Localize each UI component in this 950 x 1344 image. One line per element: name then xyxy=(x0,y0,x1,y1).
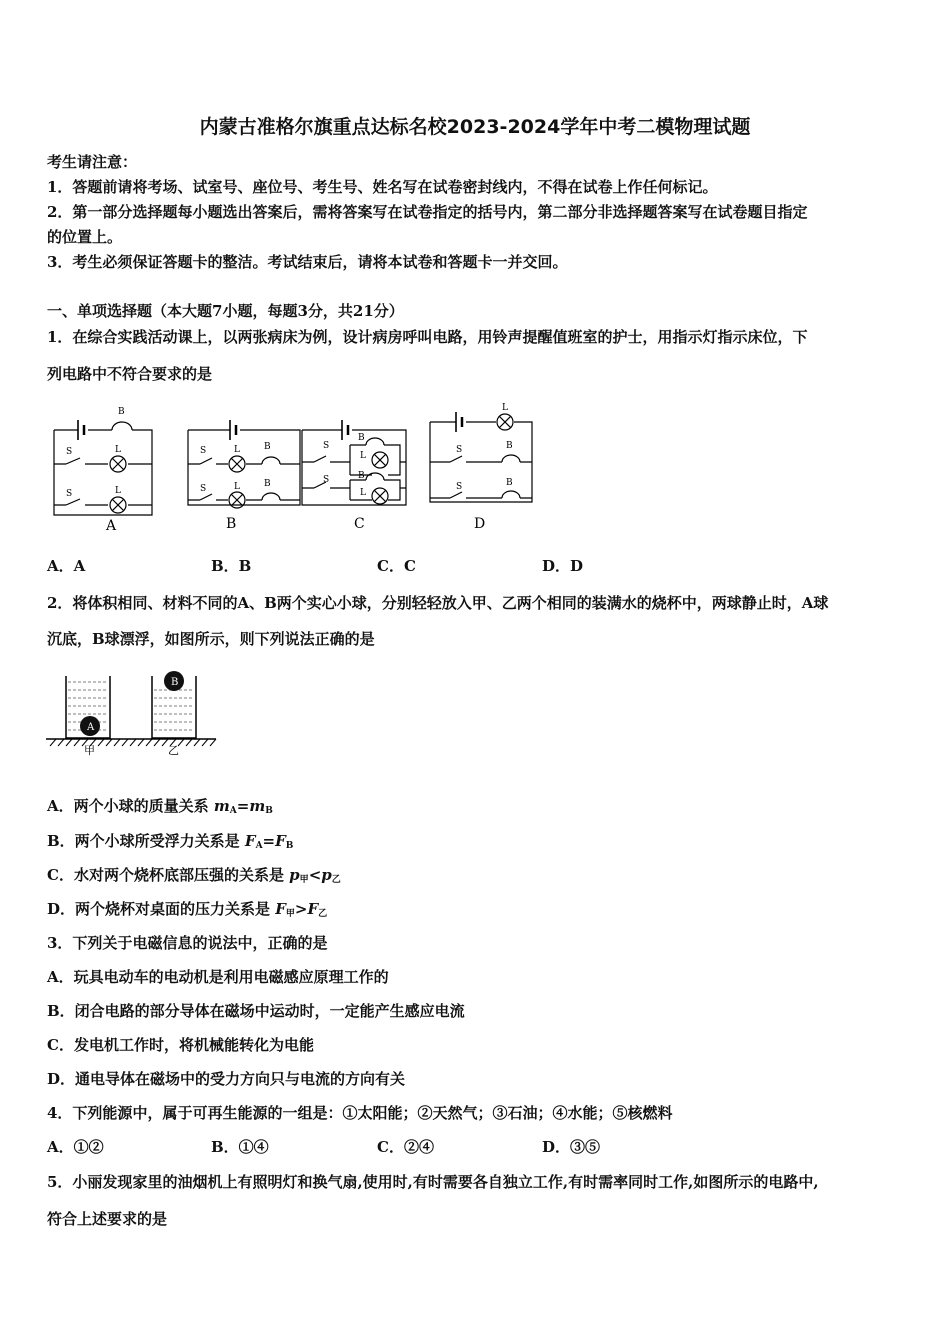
label-b1: B xyxy=(264,442,271,452)
q1-circuit-diagrams xyxy=(40,400,560,540)
label-l2: L xyxy=(234,482,240,492)
label-s2: S xyxy=(456,482,463,492)
option-a[interactable]: A．A xyxy=(47,557,86,575)
label-s1: S xyxy=(66,447,73,457)
ball-b-label: B xyxy=(171,677,179,688)
label-s2: S xyxy=(323,475,330,485)
page-title: 内蒙古准格尔旗重点达标名校2023-2024学年中考二模物理试题 xyxy=(199,116,751,138)
q5-stem: 5．小丽发现家里的油烟机上有照明灯和换气扇,使用时,有时需要各自独立工作,有时需率同时工作,如图所示的电路中, xyxy=(47,1173,819,1191)
cup-label-jia: 甲 xyxy=(84,744,95,757)
label-l1: L xyxy=(115,445,121,455)
label-l2: L xyxy=(360,488,366,498)
option-b[interactable]: B．①④ xyxy=(211,1138,269,1156)
label-s2: S xyxy=(66,489,73,499)
q2-option-a[interactable]: A．两个小球的质量关系 $m_A=m_B$ xyxy=(47,797,273,816)
q2-beaker-figure xyxy=(44,666,224,758)
option-a[interactable]: A．①② xyxy=(47,1138,104,1156)
label-b1: B xyxy=(506,441,513,451)
q3-option-a[interactable]: A．玩具电动车的电动机是利用电磁感应原理工作的 xyxy=(47,968,389,986)
notice-item: 的位置上。 xyxy=(47,228,123,246)
label-s1: S xyxy=(323,441,330,451)
q4-options xyxy=(47,1137,747,1157)
label-l1: L xyxy=(234,445,240,455)
option-b[interactable]: B．B xyxy=(211,557,252,575)
circuit-label-c: C xyxy=(354,516,365,532)
notice-item: 1．答题前请将考场、试室号、座位号、考生号、姓名写在试卷密封线内，不得在试卷上作任何标记。 xyxy=(47,178,718,196)
q5-stem-cont: 符合上述要求的是 xyxy=(47,1210,168,1228)
notice-heading: 考生请注意： xyxy=(47,153,138,171)
circuit-b xyxy=(188,420,300,508)
notice-item: 2．第一部分选择题每小题选出答案后，需将答案写在试卷指定的括号内，第二部分非选择题答案写在试卷题目指定 xyxy=(47,203,808,221)
q3-stem: 3．下列关于电磁信息的说法中，正确的是 xyxy=(47,934,328,952)
label-b2: B xyxy=(264,479,271,489)
q3-option-d[interactable]: D．通电导体在磁场中的受力方向只与电流的方向有关 xyxy=(47,1070,406,1088)
label-bell: B xyxy=(118,407,125,417)
label-b2: B xyxy=(358,471,365,481)
label-l2: L xyxy=(115,486,121,496)
option-d[interactable]: D．③⑤ xyxy=(542,1138,601,1156)
q3-option-c[interactable]: C．发电机工作时，将机械能转化为电能 xyxy=(47,1036,314,1054)
circuit-label-a: A xyxy=(106,518,117,534)
option-d[interactable]: D．D xyxy=(542,557,584,575)
q2-option-c[interactable]: C．水对两个烧杯底部压强的关系是 $p_甲<p_乙$ xyxy=(47,866,341,885)
q1-stem-cont: 列电路中不符合要求的是 xyxy=(47,365,213,383)
circuit-label-b: B xyxy=(226,516,237,532)
label-b1: B xyxy=(358,433,365,443)
q2-option-d[interactable]: D．两个烧杯对桌面的压力关系是 $F_甲>F_乙$ xyxy=(47,900,328,919)
q3-option-b[interactable]: B．闭合电路的部分导体在磁场中运动时，一定能产生感应电流 xyxy=(47,1002,465,1020)
label-s1: S xyxy=(456,445,463,455)
q2-option-b[interactable]: B．两个小球所受浮力关系是 $F_A=F_B$ xyxy=(47,832,294,851)
label-s1: S xyxy=(200,446,207,456)
q4-stem: 4．下列能源中，属于可再生能源的一组是：①太阳能；②天然气；③石油；④水能；⑤核燃料 xyxy=(47,1104,673,1122)
circuit-a xyxy=(54,420,152,515)
circuit-label-d: D xyxy=(474,516,486,532)
label-b2: B xyxy=(506,478,513,488)
label-lamp: L xyxy=(502,403,508,413)
option-c[interactable]: C．②④ xyxy=(377,1138,434,1156)
q2-stem: 2．将体积相同、材料不同的A、B两个实心小球，分别轻轻放入甲、乙两个相同的装满水的烧杯中，两球静止时，A球 xyxy=(47,594,829,612)
q2-stem-cont: 沉底，B球漂浮，如图所示，则下列说法正确的是 xyxy=(47,630,375,648)
label-l1: L xyxy=(360,451,366,461)
q1-stem: 1．在综合实践活动课上，以两张病床为例，设计病房呼叫电路，用铃声提醒值班室的护士，用指示灯指示床位，下 xyxy=(47,328,808,346)
section-heading: 一、单项选择题（本大题7小题，每题3分，共21分） xyxy=(47,302,404,320)
notice-item: 3．考生必须保证答题卡的整洁。考试结束后，请将本试卷和答题卡一并交回。 xyxy=(47,253,568,271)
label-s2: S xyxy=(200,484,207,494)
circuit-d xyxy=(430,412,532,502)
ball-a-label: A xyxy=(87,722,95,733)
circuit-c xyxy=(302,420,406,505)
q1-options xyxy=(47,556,747,576)
option-c[interactable]: C．C xyxy=(377,557,416,575)
cup-label-yi: 乙 xyxy=(168,744,179,757)
